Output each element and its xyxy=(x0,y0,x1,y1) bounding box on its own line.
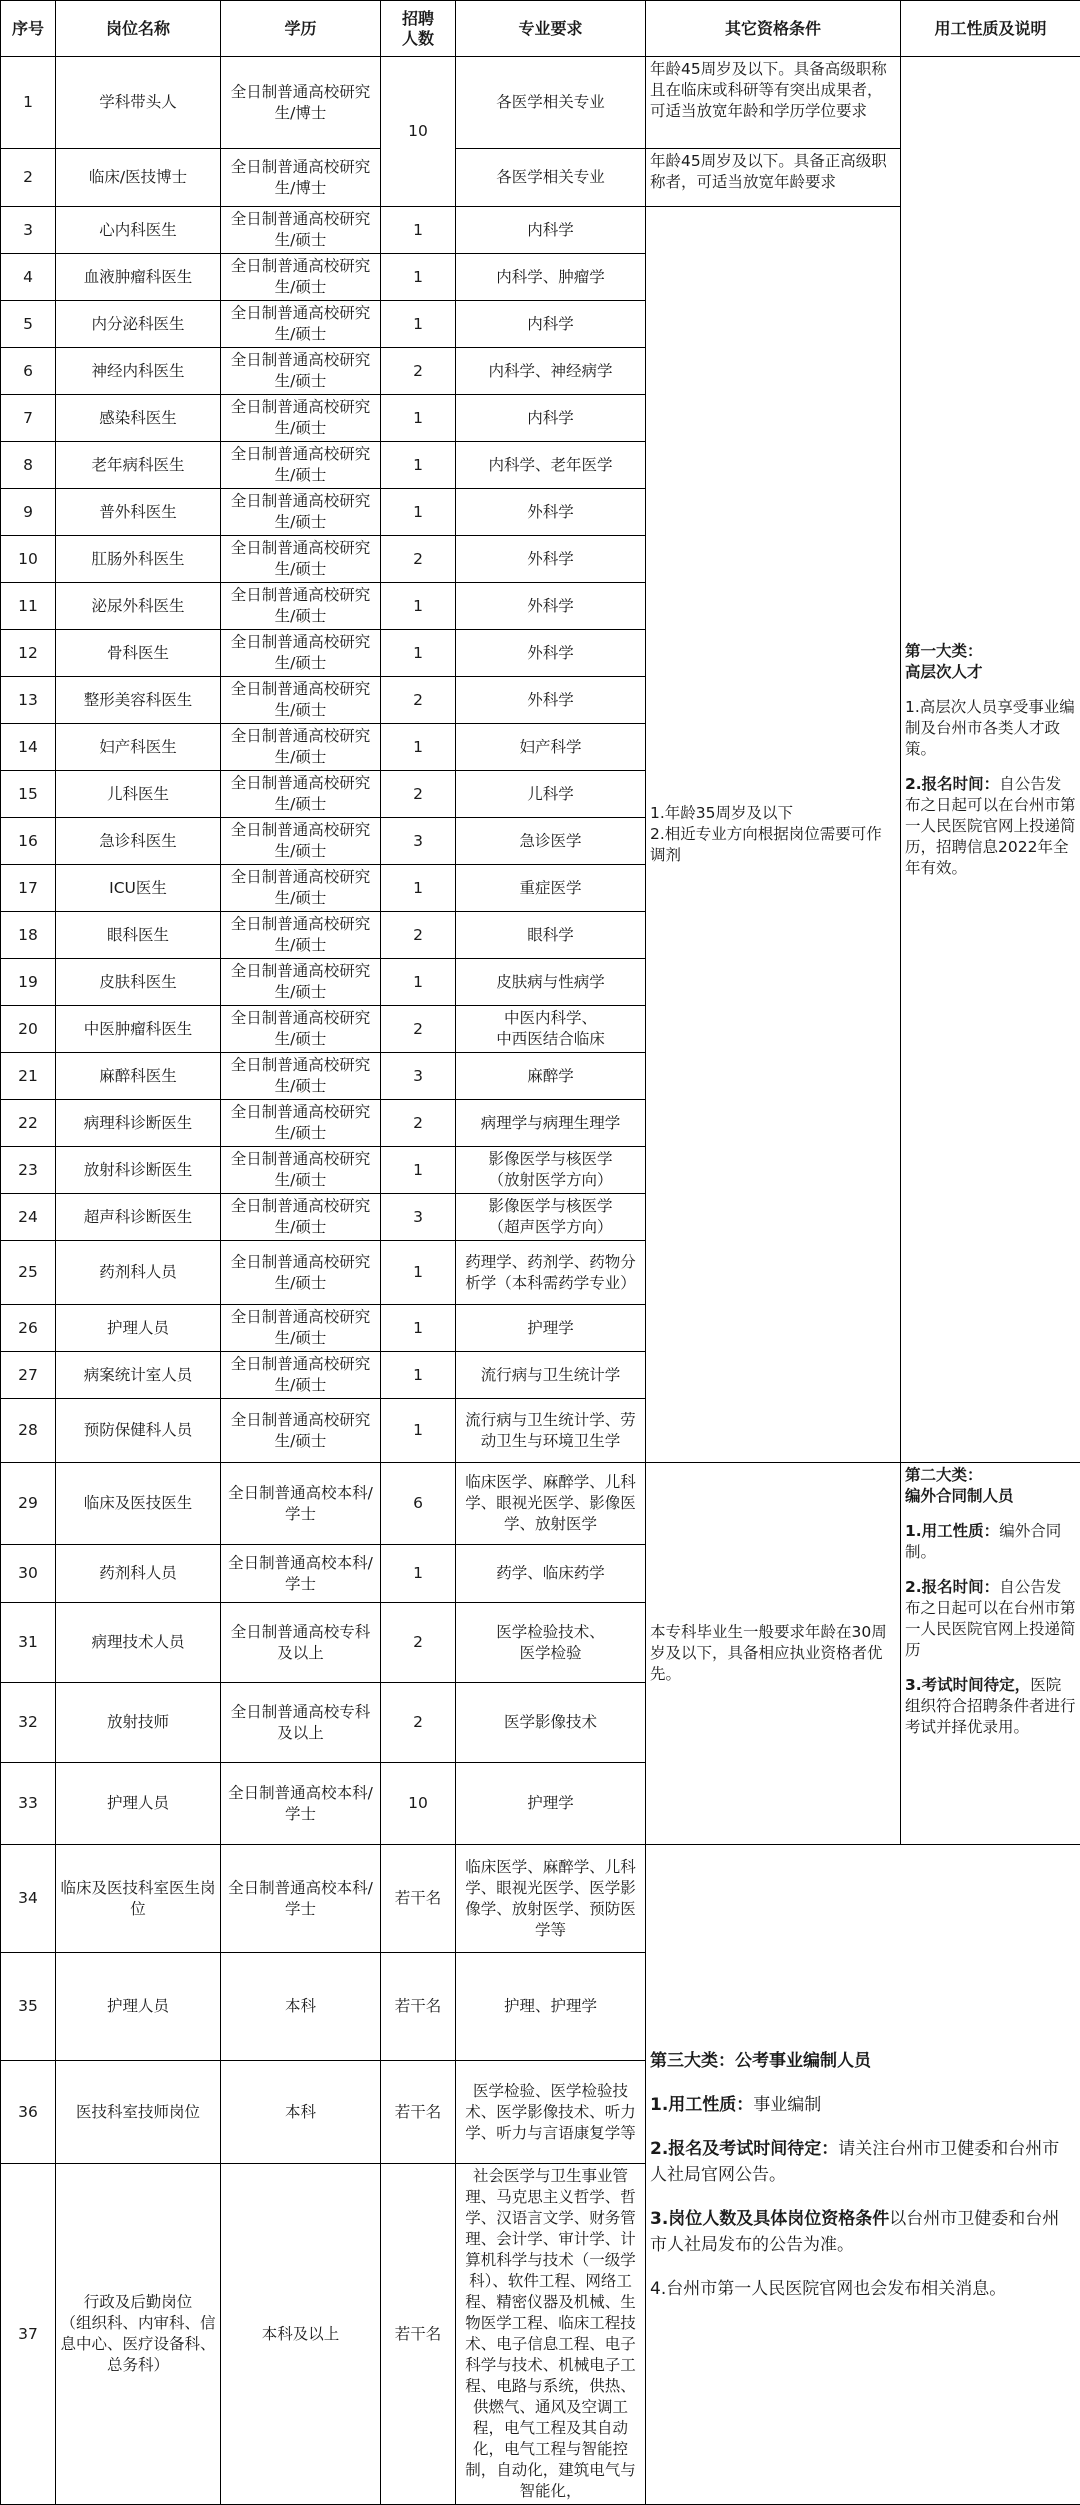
education: 全日制普通高校研究生/硕士 xyxy=(221,583,381,630)
row-number: 22 xyxy=(1,1100,56,1147)
position-name: 病案统计室人员 xyxy=(56,1352,221,1399)
education: 全日制普通高校研究生/博士 xyxy=(221,149,381,207)
major-requirement: 内科学 xyxy=(456,301,646,348)
education: 全日制普通高校研究生/硕士 xyxy=(221,489,381,536)
position-name: 中医肿瘤科医生 xyxy=(56,1006,221,1053)
education: 全日制普通高校研究生/硕士 xyxy=(221,959,381,1006)
row-number: 21 xyxy=(1,1053,56,1100)
recruit-count: 1 xyxy=(381,395,456,442)
position-name: 预防保健科人员 xyxy=(56,1399,221,1463)
position-name: 放射科诊断医生 xyxy=(56,1147,221,1194)
row-number: 24 xyxy=(1,1194,56,1241)
table-row xyxy=(1,57,1080,149)
position-name: 医技科室技师岗位 xyxy=(56,2061,221,2164)
position-name: ICU医生 xyxy=(56,865,221,912)
category-2-item-3-label: 3.考试时间待定， xyxy=(905,1676,1030,1694)
position-name: 学科带头人 xyxy=(56,57,221,149)
row-number: 3 xyxy=(1,207,56,254)
recruit-count: 1 xyxy=(381,865,456,912)
other-qualification: 本专科毕业生一般要求年龄在30周岁及以下，具备相应执业资格者优先。 xyxy=(646,1463,901,1845)
position-name: 肛肠外科医生 xyxy=(56,536,221,583)
major-requirement: 外科学 xyxy=(456,583,646,630)
recruit-count: 2 xyxy=(381,536,456,583)
row-number: 1 xyxy=(1,57,56,149)
row-number: 17 xyxy=(1,865,56,912)
major-requirement: 各医学相关专业 xyxy=(456,149,646,207)
recruit-count: 10 xyxy=(381,1763,456,1845)
education: 全日制普通高校研究生/硕士 xyxy=(221,1100,381,1147)
position-name: 临床及医技医生 xyxy=(56,1463,221,1545)
major-requirement: 护理、护理学 xyxy=(456,1953,646,2061)
row-number: 10 xyxy=(1,536,56,583)
recruit-count: 若干名 xyxy=(381,2164,456,2505)
category-2-item-3-text: 医院组织符合招聘条件者进行考试并择优录用。 xyxy=(905,1676,1076,1736)
position-name: 心内科医生 xyxy=(56,207,221,254)
header-other: 其它资格条件 xyxy=(646,1,901,57)
category-3-item-2-text: 请关注台州市卫健委和台州市人社局官网公告。 xyxy=(650,2139,1059,2185)
recruit-count: 6 xyxy=(381,1463,456,1545)
major-requirement: 药理学、药剂学、药物分析学（本科需药学专业） xyxy=(456,1241,646,1305)
recruit-count: 2 xyxy=(381,348,456,395)
major-requirement: 急诊医学 xyxy=(456,818,646,865)
education: 全日制普通高校专科及以上 xyxy=(221,1683,381,1763)
position-name: 临床/医技博士 xyxy=(56,149,221,207)
major-requirement: 护理学 xyxy=(456,1305,646,1352)
category-3-item-3-text: 以台州市卫健委和台州市人社局发布的公告为准。 xyxy=(650,2209,1059,2255)
education: 本科 xyxy=(221,2061,381,2164)
major-requirement: 病理学与病理生理学 xyxy=(456,1100,646,1147)
position-name: 护理人员 xyxy=(56,1953,221,2061)
position-name: 临床及医技科室医生岗位 xyxy=(56,1845,221,1953)
education: 全日制普通高校研究生/硕士 xyxy=(221,301,381,348)
education: 全日制普通高校研究生/硕士 xyxy=(221,630,381,677)
position-name: 眼科医生 xyxy=(56,912,221,959)
category-2-item-2-label: 2.报名时间： xyxy=(905,1578,999,1596)
row-number: 25 xyxy=(1,1241,56,1305)
recruit-count: 1 xyxy=(381,630,456,677)
recruit-count: 2 xyxy=(381,1100,456,1147)
row-number: 23 xyxy=(1,1147,56,1194)
major-requirement: 护理学 xyxy=(456,1763,646,1845)
category-3-item-1-label: 1.用工性质： xyxy=(650,2095,753,2115)
major-requirement: 内科学、肿瘤学 xyxy=(456,254,646,301)
row-number: 20 xyxy=(1,1006,56,1053)
education: 全日制普通高校研究生/硕士 xyxy=(221,1305,381,1352)
category-1-item-2-text: 自公告发布之日起可以在台州市第一人民医院官网上投递简历，招聘信息2022年全年有效。 xyxy=(905,775,1076,877)
major-requirement: 医学影像技术 xyxy=(456,1683,646,1763)
position-name: 护理人员 xyxy=(56,1763,221,1845)
header-row xyxy=(1,1,1080,57)
major-requirement: 外科学 xyxy=(456,536,646,583)
position-name: 药剂科人员 xyxy=(56,1241,221,1305)
row-number: 27 xyxy=(1,1352,56,1399)
education: 全日制普通高校研究生/硕士 xyxy=(221,1053,381,1100)
major-requirement: 医学检验技术、 医学检验 xyxy=(456,1603,646,1683)
row-number: 16 xyxy=(1,818,56,865)
recruit-count: 3 xyxy=(381,1053,456,1100)
education: 全日制普通高校研究生/硕士 xyxy=(221,724,381,771)
major-requirement: 内科学 xyxy=(456,207,646,254)
major-requirement: 外科学 xyxy=(456,677,646,724)
category-1-item-2 xyxy=(905,774,1076,879)
education: 全日制普通高校本科/学士 xyxy=(221,1763,381,1845)
recruit-count: 若干名 xyxy=(381,2061,456,2164)
recruit-count: 2 xyxy=(381,1683,456,1763)
category-2-item-1 xyxy=(905,1521,1076,1563)
row-number: 18 xyxy=(1,912,56,959)
education: 全日制普通高校专科及以上 xyxy=(221,1603,381,1683)
position-name: 病理技术人员 xyxy=(56,1603,221,1683)
position-name: 血液肿瘤科医生 xyxy=(56,254,221,301)
education: 全日制普通高校研究生/硕士 xyxy=(221,254,381,301)
major-requirement: 重症医学 xyxy=(456,865,646,912)
education: 全日制普通高校研究生/硕士 xyxy=(221,442,381,489)
other-qualification: 年龄45周岁及以下。具备高级职称且在临床或科研等有突出成果者，可适当放宽年龄和学历学位要求 xyxy=(646,57,901,149)
major-requirement: 皮肤病与性病学 xyxy=(456,959,646,1006)
major-requirement: 影像医学与核医学 （超声医学方向） xyxy=(456,1194,646,1241)
recruit-count: 1 xyxy=(381,1352,456,1399)
category-3-item-1-text: 事业编制 xyxy=(753,2095,821,2115)
category-3-title: 第三大类：公考事业编制人员 xyxy=(650,2048,1076,2074)
recruit-count: 3 xyxy=(381,1194,456,1241)
education: 全日制普通高校研究生/硕士 xyxy=(221,536,381,583)
row-number: 2 xyxy=(1,149,56,207)
row-number: 30 xyxy=(1,1545,56,1603)
major-requirement: 医学检验、医学检验技术、医学影像技术、听力学、听力与言语康复学等 xyxy=(456,2061,646,2164)
recruit-count: 1 xyxy=(381,959,456,1006)
table-row xyxy=(1,1845,1080,1953)
row-number: 6 xyxy=(1,348,56,395)
recruit-count: 2 xyxy=(381,771,456,818)
major-requirement: 眼科学 xyxy=(456,912,646,959)
position-name: 放射技师 xyxy=(56,1683,221,1763)
category-1-description xyxy=(901,57,1080,1463)
recruit-count: 1 xyxy=(381,1147,456,1194)
header-nature: 用工性质及说明 xyxy=(901,1,1080,57)
position-name: 泌尿外科医生 xyxy=(56,583,221,630)
row-number: 9 xyxy=(1,489,56,536)
other-qualification: 年龄45周岁及以下。具备正高级职称者，可适当放宽年龄要求 xyxy=(646,149,901,207)
header-education: 学历 xyxy=(221,1,381,57)
position-name: 麻醉科医生 xyxy=(56,1053,221,1100)
recruit-count: 1 xyxy=(381,1399,456,1463)
category-2-item-1-label: 1.用工性质： xyxy=(905,1522,999,1540)
row-number: 32 xyxy=(1,1683,56,1763)
education: 全日制普通高校研究生/硕士 xyxy=(221,395,381,442)
recruit-count: 1 xyxy=(381,301,456,348)
position-name: 普外科医生 xyxy=(56,489,221,536)
category-3-item-2-label: 2.报名及考试时间待定： xyxy=(650,2139,838,2159)
major-requirement: 内科学、老年医学 xyxy=(456,442,646,489)
position-name: 急诊科医生 xyxy=(56,818,221,865)
header-major: 专业要求 xyxy=(456,1,646,57)
major-requirement: 外科学 xyxy=(456,630,646,677)
category-3-description xyxy=(646,1845,1080,2505)
education: 全日制普通高校研究生/硕士 xyxy=(221,1399,381,1463)
major-requirement: 妇产科学 xyxy=(456,724,646,771)
major-requirement: 临床医学、麻醉学、儿科学、眼视光医学、医学影像学、放射医学、预防医学等 xyxy=(456,1845,646,1953)
education: 全日制普通高校研究生/硕士 xyxy=(221,771,381,818)
row-number: 4 xyxy=(1,254,56,301)
row-number: 28 xyxy=(1,1399,56,1463)
position-name: 内分泌科医生 xyxy=(56,301,221,348)
row-number: 37 xyxy=(1,2164,56,2505)
other-qualification: 1.年龄35周岁及以下 2.相近专业方向根据岗位需要可作调剂 xyxy=(646,207,901,1463)
row-number: 13 xyxy=(1,677,56,724)
recruit-count: 1 xyxy=(381,207,456,254)
education: 全日制普通高校研究生/硕士 xyxy=(221,207,381,254)
recruit-count: 10 xyxy=(381,57,456,207)
row-number: 19 xyxy=(1,959,56,1006)
major-requirement: 影像医学与核医学 （放射医学方向） xyxy=(456,1147,646,1194)
table-row xyxy=(1,1463,1080,1545)
row-number: 8 xyxy=(1,442,56,489)
education: 全日制普通高校研究生/硕士 xyxy=(221,348,381,395)
row-number: 33 xyxy=(1,1763,56,1845)
education: 全日制普通高校研究生/硕士 xyxy=(221,865,381,912)
position-name: 神经内科医生 xyxy=(56,348,221,395)
header-count: 招聘 人数 xyxy=(381,1,456,57)
recruit-count: 1 xyxy=(381,724,456,771)
category-1-title: 第一大类： 高层次人才 xyxy=(905,641,1076,683)
category-3-item-3 xyxy=(650,2206,1076,2258)
row-number: 14 xyxy=(1,724,56,771)
education: 全日制普通高校研究生/硕士 xyxy=(221,1352,381,1399)
education: 全日制普通高校研究生/硕士 xyxy=(221,1006,381,1053)
category-1-item-2-label: 2.报名时间： xyxy=(905,775,999,793)
position-name: 药剂科人员 xyxy=(56,1545,221,1603)
header-no: 序号 xyxy=(1,1,56,57)
recruit-count: 1 xyxy=(381,583,456,630)
recruit-count: 1 xyxy=(381,1241,456,1305)
recruit-count: 2 xyxy=(381,677,456,724)
education: 全日制普通高校本科/学士 xyxy=(221,1845,381,1953)
education: 全日制普通高校研究生/硕士 xyxy=(221,1241,381,1305)
row-number: 12 xyxy=(1,630,56,677)
education: 全日制普通高校本科/学士 xyxy=(221,1545,381,1603)
category-2-item-1-text: 编外合同制。 xyxy=(905,1522,1061,1561)
recruit-count: 1 xyxy=(381,489,456,536)
row-number: 34 xyxy=(1,1845,56,1953)
recruit-count: 1 xyxy=(381,442,456,489)
row-number: 15 xyxy=(1,771,56,818)
position-name: 整形美容科医生 xyxy=(56,677,221,724)
category-3-item-3-label: 3.岗位人数及具体岗位资格条件 xyxy=(650,2209,889,2229)
category-2-item-3 xyxy=(905,1675,1076,1738)
row-number: 5 xyxy=(1,301,56,348)
position-name: 骨科医生 xyxy=(56,630,221,677)
recruit-count: 2 xyxy=(381,1006,456,1053)
recruit-count: 2 xyxy=(381,912,456,959)
major-requirement: 外科学 xyxy=(456,489,646,536)
category-1-item-1: 1.高层次人员享受事业编制及台州市各类人才政策。 xyxy=(905,697,1076,760)
education: 全日制普通高校研究生/硕士 xyxy=(221,818,381,865)
education: 全日制普通高校研究生/硕士 xyxy=(221,1147,381,1194)
major-requirement: 流行病与卫生统计学 xyxy=(456,1352,646,1399)
position-name: 儿科医生 xyxy=(56,771,221,818)
header-position: 岗位名称 xyxy=(56,1,221,57)
major-requirement: 麻醉学 xyxy=(456,1053,646,1100)
major-requirement: 内科学 xyxy=(456,395,646,442)
recruit-count: 若干名 xyxy=(381,1845,456,1953)
recruit-count: 3 xyxy=(381,818,456,865)
education: 全日制普通高校本科/学士 xyxy=(221,1463,381,1545)
row-number: 11 xyxy=(1,583,56,630)
position-name: 行政及后勤岗位 （组织科、内审科、信息中心、医疗设备科、总务科） xyxy=(56,2164,221,2505)
major-requirement: 儿科学 xyxy=(456,771,646,818)
education: 全日制普通高校研究生/硕士 xyxy=(221,912,381,959)
position-name: 感染科医生 xyxy=(56,395,221,442)
category-3-item-4: 4.台州市第一人民医院官网也会发布相关消息。 xyxy=(650,2276,1076,2302)
category-3-item-1 xyxy=(650,2092,1076,2118)
category-2-title: 第二大类： 编外合同制人员 xyxy=(905,1465,1076,1507)
category-3-item-2 xyxy=(650,2136,1076,2188)
recruit-count: 2 xyxy=(381,1603,456,1683)
position-name: 超声科诊断医生 xyxy=(56,1194,221,1241)
recruit-count: 若干名 xyxy=(381,1953,456,2061)
education: 全日制普通高校研究生/硕士 xyxy=(221,677,381,724)
row-number: 7 xyxy=(1,395,56,442)
major-requirement: 临床医学、麻醉学、儿科学、眼视光医学、影像医学、放射医学 xyxy=(456,1463,646,1545)
major-requirement: 药学、临床药学 xyxy=(456,1545,646,1603)
category-2-description xyxy=(901,1463,1080,1845)
row-number: 26 xyxy=(1,1305,56,1352)
education: 本科及以上 xyxy=(221,2164,381,2505)
education: 全日制普通高校研究生/博士 xyxy=(221,57,381,149)
major-requirement: 社会医学与卫生事业管理、马克思主义哲学、哲学、汉语言文学、财务管理、会计学、审计学、计算机科学与技术（一级学科）、软件工程、网络工程、精密仪器及机械、生物医学工程、临床工程技术、电子信息工程、电子科学与技术、机械电子工程、电路与系统，供热、供燃气、通风及空调工程，电气工程及其自动化，电气工程与智能控制，自动化，建筑电气与智能化， xyxy=(456,2164,646,2505)
position-name: 妇产科医生 xyxy=(56,724,221,771)
position-name: 皮肤科医生 xyxy=(56,959,221,1006)
row-number: 31 xyxy=(1,1603,56,1683)
row-number: 29 xyxy=(1,1463,56,1545)
position-name: 病理科诊断医生 xyxy=(56,1100,221,1147)
row-number: 36 xyxy=(1,2061,56,2164)
row-number: 35 xyxy=(1,1953,56,2061)
major-requirement: 中医内科学、 中西医结合临床 xyxy=(456,1006,646,1053)
recruit-count: 1 xyxy=(381,254,456,301)
major-requirement: 各医学相关专业 xyxy=(456,57,646,149)
education: 本科 xyxy=(221,1953,381,2061)
category-2-item-2 xyxy=(905,1577,1076,1661)
education: 全日制普通高校研究生/硕士 xyxy=(221,1194,381,1241)
recruit-count: 1 xyxy=(381,1305,456,1352)
major-requirement: 流行病与卫生统计学、劳动卫生与环境卫生学 xyxy=(456,1399,646,1463)
position-name: 老年病科医生 xyxy=(56,442,221,489)
recruit-count: 1 xyxy=(381,1545,456,1603)
category-2-item-2-text: 自公告发布之日起可以在台州市第一人民医院官网上投递简历 xyxy=(905,1578,1076,1659)
major-requirement: 内科学、神经病学 xyxy=(456,348,646,395)
position-name: 护理人员 xyxy=(56,1305,221,1352)
